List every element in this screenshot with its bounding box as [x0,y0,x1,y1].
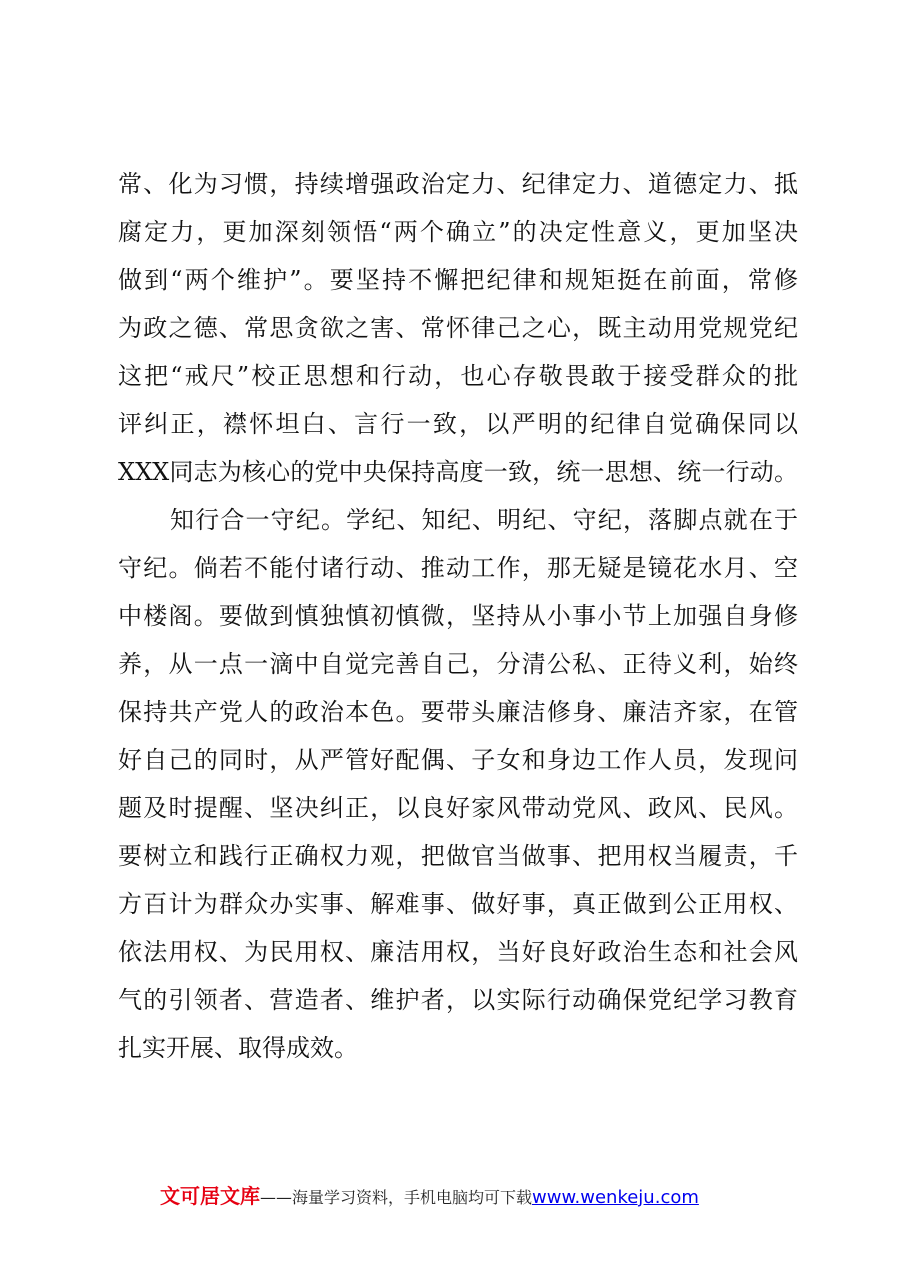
body-text-line: 为政之德、常思贪欲之害、常怀律己之心，既主动用党规党纪 [118,314,798,342]
body-text-line: 养，从一点一滴中自觉完善自己，分清公私、正待义利，始终 [118,650,798,678]
body-text-line: 保持共产党人的政治本色。要带头廉洁修身、廉洁齐家，在管 [118,698,798,726]
body-text-line: 依法用权、为民用权、廉洁用权，当好良好政治生态和社会风 [118,938,798,966]
body-text-line: 气的引领者、营造者、维护者，以实际行动确保党纪学习教育 [118,986,798,1014]
footer-brand: 文可居文库 [160,1184,260,1208]
body-text-line: 方百计为群众办实事、解难事、做好事，真正做到公正用权、 [118,890,798,918]
body-text-line: 腐定力，更加深刻领悟“两个确立”的决定性意义，更加坚决 [118,218,798,246]
footer-dash: —— [260,1188,292,1207]
footer-banner [160,1180,780,1212]
body-text-line: 题及时提醒、坚决纠正，以良好家风带动党风、政风、民风。 [118,794,798,822]
body-text-line: 中楼阁。要做到慎独慎初慎微，坚持从小事小节上加强自身修 [118,602,798,630]
body-text-line: 守纪。倘若不能付诸行动、推动工作，那无疑是镜花水月、空 [118,554,798,582]
body-text-line: XXX同志为核心的党中央保持高度一致，统一思想、统一行动。 [118,458,798,486]
footer-website-link[interactable]: www.wenkeju.com [532,1187,699,1208]
body-text-line: 扎实开展、取得成效。 [118,1034,358,1062]
body-text-line: 常、化为习惯，持续增强政治定力、纪律定力、道德定力、抵 [118,170,798,198]
footer-description: 海量学习资料，手机电脑均可下载 [292,1188,533,1207]
body-text-line: 好自己的同时，从严管好配偶、子女和身边工作人员，发现问 [118,746,798,774]
body-text-line: 做到“两个维护”。要坚持不懈把纪律和规矩挺在前面，常修 [118,266,798,294]
body-text-line: 评纠正，襟怀坦白、言行一致，以严明的纪律自觉确保同以 [118,410,798,438]
paragraph-first-line: 知行合一守纪。学纪、知纪、明纪、守纪，落脚点就在于 [170,506,798,534]
body-text-line: 这把“戒尺”校正思想和行动，也心存敬畏敢于接受群众的批 [118,362,798,390]
body-text-line: 要树立和践行正确权力观，把做官当做事、把用权当履责，千 [118,842,798,870]
